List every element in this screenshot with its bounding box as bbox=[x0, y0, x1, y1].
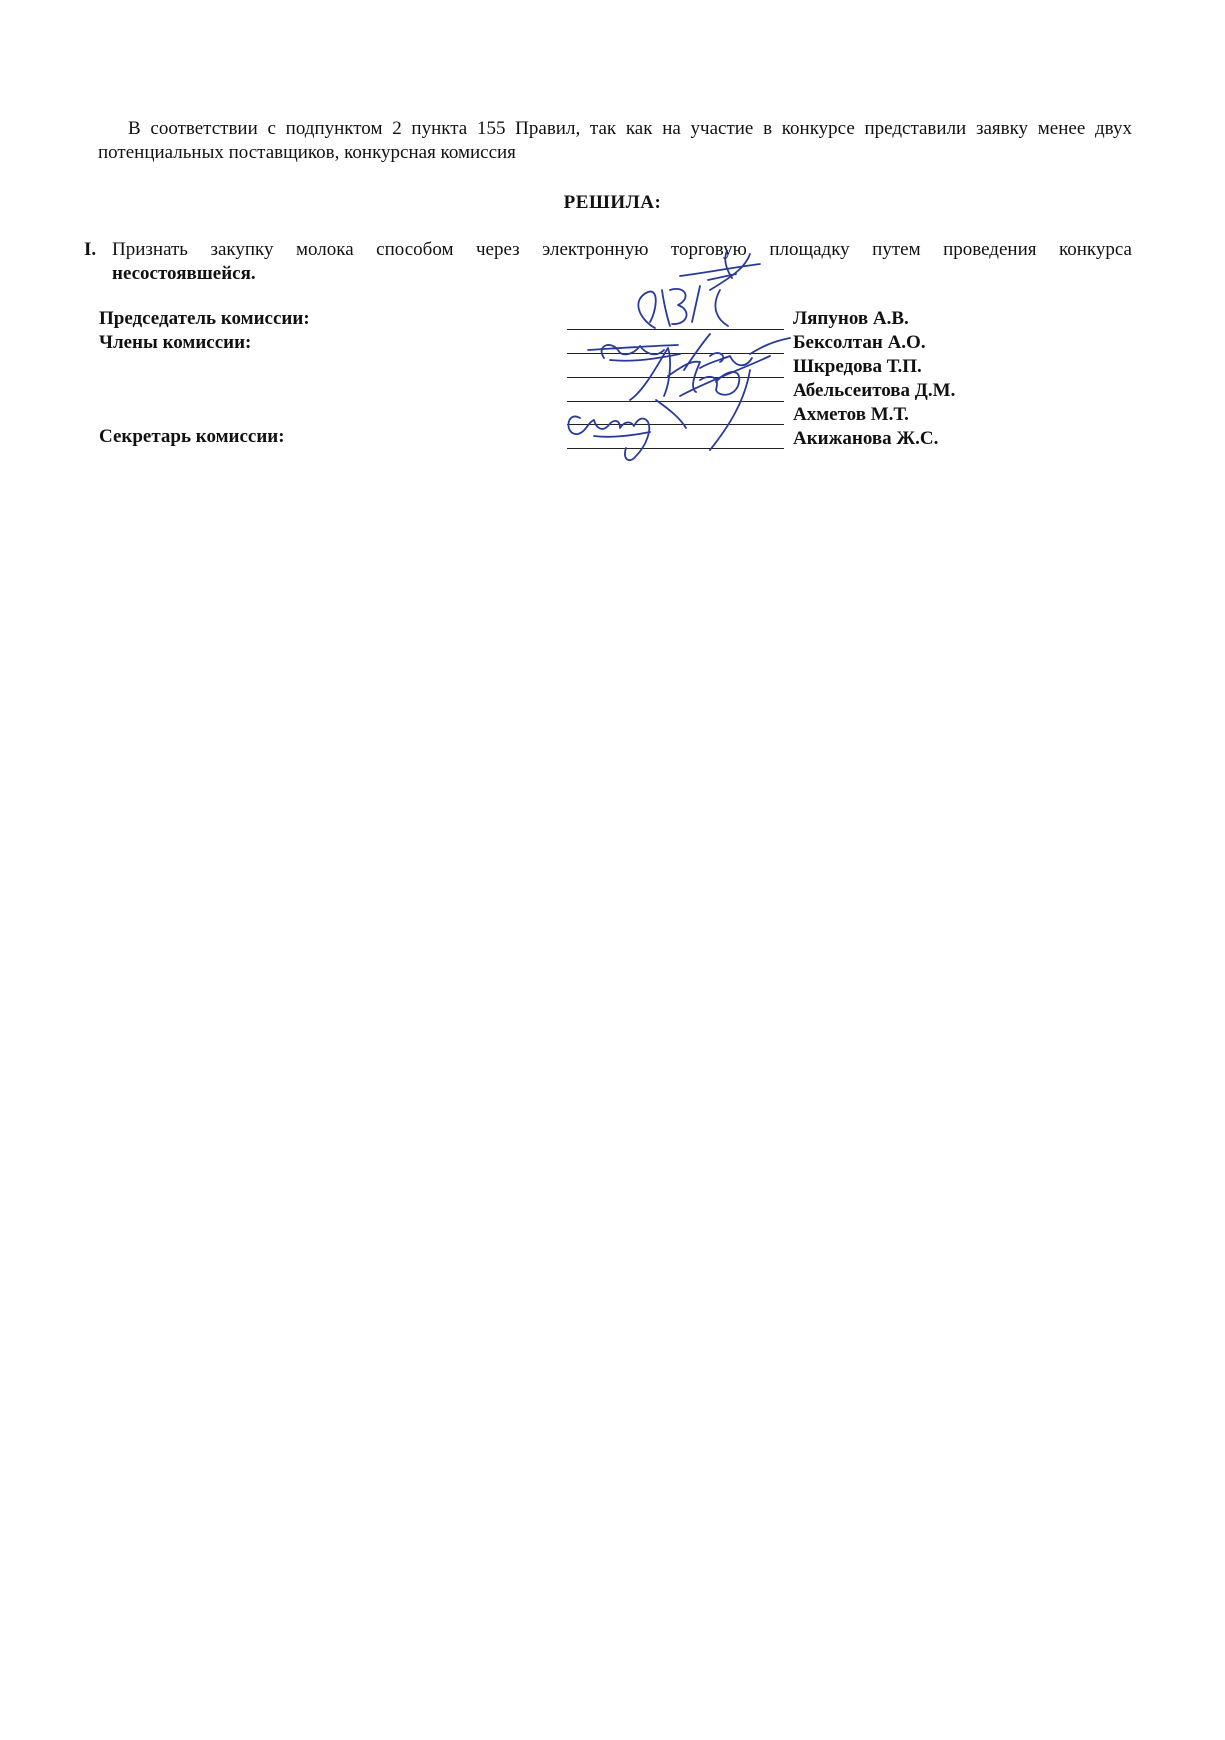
signature-line bbox=[567, 353, 784, 354]
member-name: Ляпунов А.В. bbox=[793, 308, 909, 329]
member-name: Акижанова Ж.С. bbox=[793, 428, 939, 449]
chairman-label: Председатель комиссии: bbox=[99, 308, 310, 329]
intro-paragraph: В соответствии с подпунктом 2 пункта 155 Правил, так как на участие в конкурсе представили заявку менее двух потенциальных поставщиков, конкурсная комиссия bbox=[98, 118, 1132, 163]
members-label: Члены комиссии: bbox=[99, 332, 252, 353]
signature-member bbox=[684, 334, 790, 370]
decision-item-result: несостоявшейся. bbox=[112, 263, 256, 284]
member-name: Бексолтан А.О. bbox=[793, 332, 926, 353]
signature-line bbox=[567, 448, 784, 449]
handwritten-signatures bbox=[560, 250, 1000, 490]
signature-line bbox=[567, 424, 784, 425]
decision-heading: РЕШИЛА: bbox=[563, 192, 662, 213]
member-name: Шкредова Т.П. bbox=[793, 356, 922, 377]
signature-member bbox=[630, 348, 739, 400]
member-name: Абельсеитова Д.М. bbox=[793, 380, 956, 401]
signature-line bbox=[567, 329, 784, 330]
decision-item-number: I. bbox=[84, 239, 97, 260]
decision-item-text: Признать закупку молока способом через электронную торговую площадку путем проведения конкурса bbox=[112, 239, 1132, 260]
secretary-label: Секретарь комиссии: bbox=[99, 426, 285, 447]
member-name: Ахметов М.Т. bbox=[793, 404, 909, 425]
signature-line bbox=[567, 377, 784, 378]
signature-line bbox=[567, 401, 784, 402]
